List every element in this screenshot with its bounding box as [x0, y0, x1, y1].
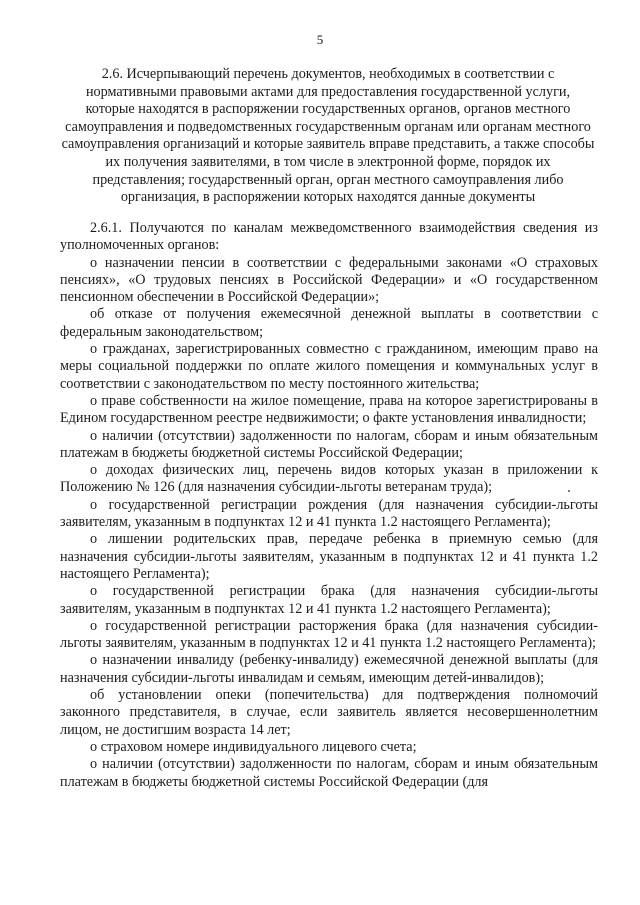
paragraph: о доходах физических лиц, перечень видов которых указан в приложении к Положению № 126 (для назначения субсидии-льготы ветеранам труда); [60, 462, 598, 496]
paragraph: о наличии (отсутствии) задолженности по налогам, сборам и иным обязательным платежам в бюджеты бюджетной системы Российской Федерации (для [60, 756, 598, 790]
paragraph: о гражданах, зарегистрированных совместно с гражданином, имеющим право на меры социальной поддержки по оплате жилого помещения и коммунальных услуг в соответствии с законодательством по месту постоянного жительства; [60, 341, 598, 392]
paragraph: о государственной регистрации расторжения брака (для назначения субсидии-льготы заявителям, указанным в подпунктах 12 и 41 пункта 1.2 настоящего Регламента); [60, 617, 598, 652]
page-number: 5 [316, 32, 324, 47]
paragraph: о государственной регистрации рождения (для назначения субсидии-льготы заявителям, указанным в подпунктах 12 и 41 пункта 1.2 настоящего Регламента); [60, 496, 598, 531]
section-body [60, 220, 598, 791]
paragraph: о назначении пенсии в соответствии с федеральными законами «О страховых пенсиях», «О трудовых пенсиях в Российской Федерации» и «О государственном пенсионном обеспечении в Российской Федерации»; [60, 254, 598, 306]
paragraph: о лишении родительских прав, передаче ребенка в приемную семью (для назначения субсидии-льготы заявителям, указанным в подпунктах 12 и 41 пункта 1.2 настоящего Регламента); [60, 531, 598, 582]
paragraph: о страховом номере индивидуального лицевого счета; [90, 738, 417, 755]
paragraph: об отказе от получения ежемесячной денежной выплаты в соответствии с федеральным законодательством; [60, 306, 598, 340]
paragraph: об установлении опеки (попечительства) для подтверждения полномочий законного представителя, в случае, если заявитель является несовершеннолетним лицом, не достигшим возраста 14 лет; [60, 687, 598, 738]
scan-speck [568, 490, 570, 492]
section-heading: 2.6. Исчерпывающий перечень документов, необходимых в соответствии с нормативными правовыми актами для предоставления государственной услуги, которые находятся в распоряжении государственных органов, органов местного самоуправления и подведомственных государственным органам или органам местного самоуправления организаций и которые заявитель вправе представить, а также способы их получения заявителями, в том числе в электронной форме, порядок их представления; государственный орган, орган местного самоуправления либо организация, в распоряжении которых находятся данные документы [61, 66, 595, 206]
paragraph: о государственной регистрации брака (для назначения субсидии-льготы заявителям, указанным в подпунктах 12 и 41 пункта 1.2 настоящего Регламента); [60, 583, 598, 617]
paragraph: о назначении инвалиду (ребенку-инвалиду) ежемесячной денежной выплаты (для назначения субсидии-льготы инвалидам и семьям, имеющим детей-инвалидов); [60, 652, 598, 686]
paragraph: о наличии (отсутствии) задолженности по налогам, сборам и иным обязательным платежам в бюджеты бюджетной системы Российской Федерации; [60, 427, 598, 461]
paragraph: 2.6.1. Получаются по каналам межведомственного взаимодействия сведения из уполномоченных органов: [60, 220, 598, 254]
paragraph: о праве собственности на жилое помещение, права на которое зарегистрированы в Едином государственном реестре недвижимости; о факте установления инвалидности; [60, 392, 598, 427]
